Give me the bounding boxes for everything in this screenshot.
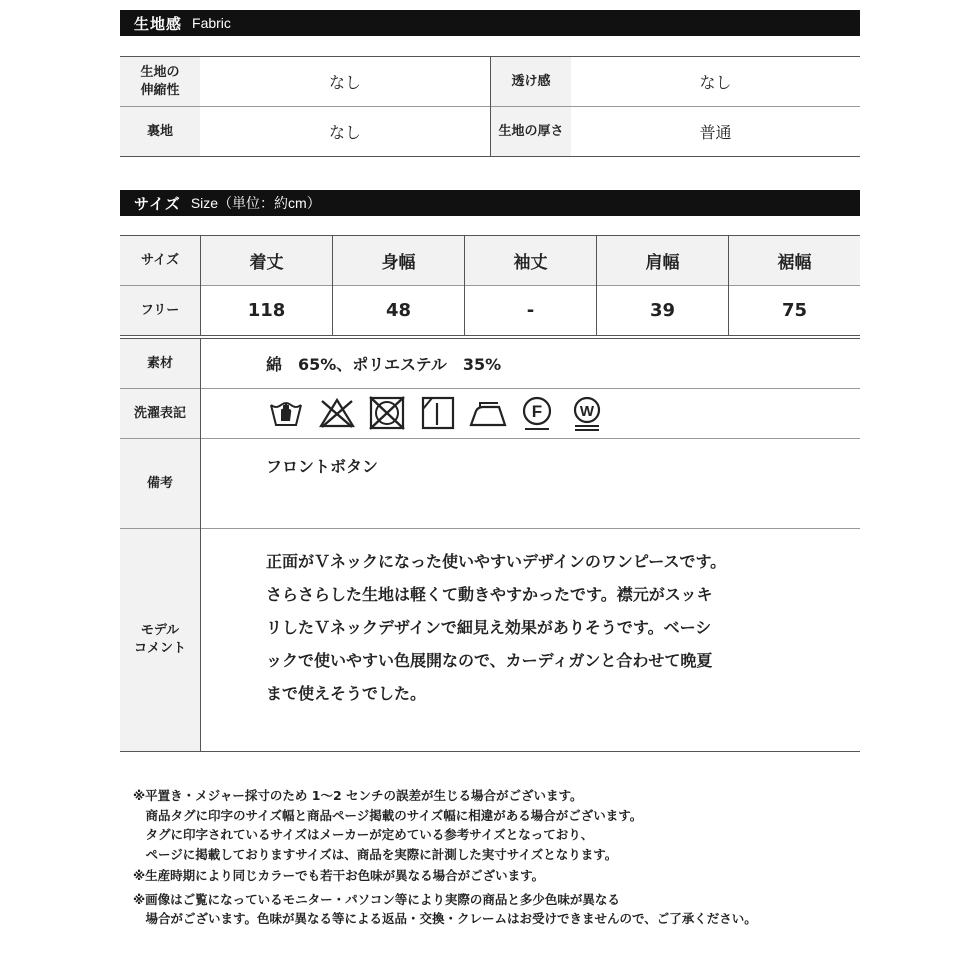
model-comment-label: モデル コメント [120,529,200,751]
remarks-value: フロントボタン [266,457,379,476]
note-line: ※生産時期により同じカラーでも若干お色味が異なる場合がございます。 [133,868,545,883]
fabric-section-header [120,10,860,36]
note-line: 場合がございます。色味が異なる等による返品・交換・クレームはお受けできませんので、ご了承ください。 [133,911,757,926]
no-bleach-icon [318,395,356,431]
svg-text:F: F [531,402,543,421]
size-col-sleeve: 袖丈 [465,236,596,285]
size-col-shoulder: 肩幅 [597,236,728,285]
iron-low-icon [468,395,508,431]
model-comment-line: まで使えそうでした。 [266,684,427,703]
note-line: ※画像はご覧になっているモニター・パソコン等により実際の商品と多少色味が異なる [133,891,620,907]
thickness-value: 普通 [699,123,732,142]
size-col-width: 身幅 [333,236,464,285]
note-line: タグに印字されているサイズはメーカーが定めている参考サイズとなっており、 [133,827,594,842]
note-line: ページに掲載しておりますサイズは、商品を実際に計測した実寸サイズとなります。 [133,846,618,862]
stretch-value: なし [328,73,361,92]
size-header-en: Size（単位：約cm） [190,195,321,211]
care-label: 洗濯表記 [120,389,200,438]
size-row-header-label: サイズ [120,236,200,285]
remarks-label: 備考 [120,439,200,528]
note-line: 商品タグに印字のサイズ幅と商品ページ掲載のサイズ幅に相違がある場合がございます。 [133,807,643,823]
wet-clean-w-icon [569,395,605,435]
size-value-shoulder: 39 [649,300,676,321]
size-header-ja: サイズ [134,194,181,213]
svg-text:W: W [579,403,595,420]
dry-clean-f-icon [519,395,555,433]
size-row-label: フリー [120,286,200,335]
size-value-hem: 75 [781,300,808,321]
model-comment-line: 正面がＶネックになった使いやすいデザインのワンピースです。 [266,552,727,571]
line-dry-shade-icon [420,395,456,431]
model-comment-line: ックで使いやすい色展開なので、カーディガンと合わせて晩夏 [266,651,713,670]
thickness-label: 生地の厚さ [491,107,571,156]
sheer-value: なし [699,73,732,92]
note-line: ※平置き・メジャー採寸のため 1～2 センチの誤差が生じる場合がございます。 [133,788,583,803]
lining-label: 裏地 [120,107,200,156]
notes-block [133,786,757,929]
size-value-length: 118 [247,300,286,321]
size-col-length: 着丈 [201,236,332,285]
fabric-header-en: Fabric [192,15,231,31]
hand-wash-40-icon [268,395,304,431]
size-value-width: 48 [385,300,412,321]
size-section-header [120,190,860,216]
sheer-label: 透け感 [491,57,571,106]
model-comment-line: リしたＶネックデザインで細見え効果がありそうです。ベーシ [266,618,712,637]
model-comment-text [266,545,726,710]
material-label: 素材 [120,339,200,388]
material-value: 綿 65%、ポリエステル 35% [266,355,502,374]
lining-value: なし [328,123,361,142]
stretch-label: 生地の 伸縮性 [120,57,200,106]
no-tumble-dry-icon [368,395,406,431]
model-comment-line: さらさらした生地は軽くて動きやすかったです。襟元がスッキ [266,585,713,604]
size-value-sleeve: - [526,300,535,321]
fabric-header-ja: 生地感 [134,14,183,33]
size-col-hem: 裾幅 [729,236,860,285]
